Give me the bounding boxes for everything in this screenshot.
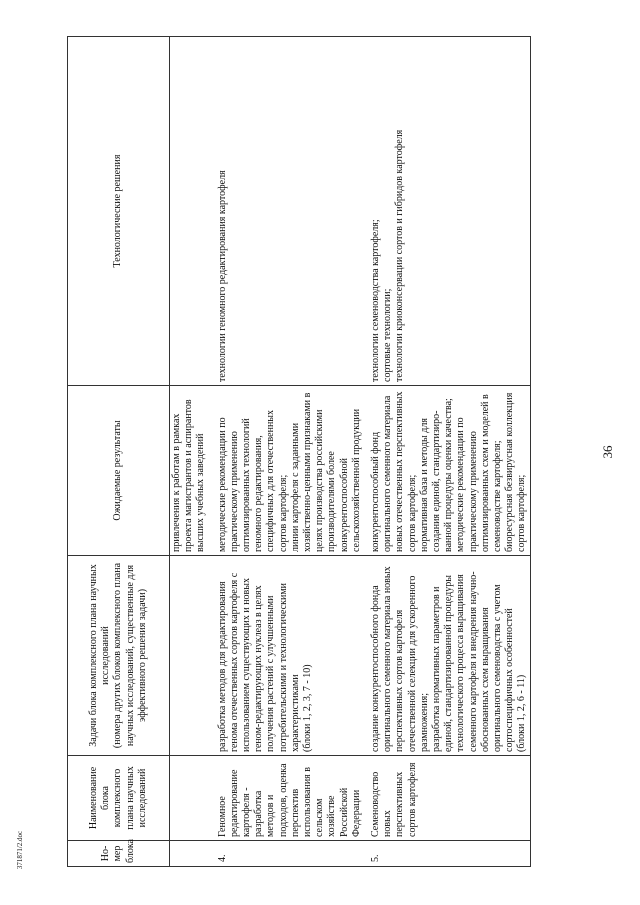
cont-results: привлечения к работам в рамках проекта магистрантов и аспирантов высших учебных заведений (170, 386, 211, 556)
header-expected-results: Ожидаемые результаты (68, 386, 170, 556)
header-block-name: Наименование блока комплексного плана научных исследований (68, 756, 170, 841)
row-solutions: технологии семеноводства картофеля; сортовые технологии; технологии криоконсервации сортов и гибридов картофеля (364, 37, 530, 386)
row-block-name: Геномное редактирование картофеля - разработка методов и подходов, оценка перспектив использования в сельском хозяйстве Российской Федерации (211, 756, 364, 841)
table-header-row (68, 37, 170, 867)
cont-tasks (170, 556, 211, 756)
research-plan-table (67, 36, 531, 867)
row-results: методические рекомендации по практическому применению оптимизированных технологий геномного редактирования, специфичных для отечественных сортов картофеля; линии картофеля с заданными хозяйственно-ценными признаками в целях производства российскими производителями более конкурентоспособной сельскохозяйственной продукции (211, 386, 364, 556)
row-tasks: создание конкурентоспособного фонда оригинального семенного материала новых перспективных сортов картофеля отечественной селекции для ускоренного размножения; разработка нормативных параметров и единой, стандартизированной процедуры технологического процесса выращивания семенного картофеля и внедрения научно-обоснованных схем выращивания оригинального семеноводства с учетом сортоспецифичных особенностей (блоки 1, 2, 6 - 11) (364, 556, 530, 756)
row-tasks: разработка методов для редактирования генома отечественных сортов картофеля с использованием существующих и новых геном-редактирующих нуклеаз в целях получения растений с улучшенными потребительскими и технологическими характеристиками (блоки 1, 2, 3, 7 - 10) (211, 556, 364, 756)
row-number: 4. (211, 841, 364, 867)
page-number: 36 (600, 445, 615, 459)
row-number: 5. (364, 841, 530, 867)
header-block-tasks: Задачи блока комплексного плана научных исследований (номера других блоков комплексного плана научных исследований, существенные для эффективного решения задачи) (68, 556, 170, 756)
document-footer: 371871/2.doc (16, 830, 24, 870)
cont-number (170, 841, 211, 867)
cont-solutions (170, 37, 211, 386)
header-tech-solutions: Технологические решения (68, 37, 170, 386)
row-block-name: Семеноводство новых перспективных сортов картофеля (364, 756, 530, 841)
header-block-number: Но- мер блока (68, 841, 170, 867)
row-solutions: технологии геномного редактирования картофеля (211, 37, 364, 386)
rotated-table-container (67, 37, 607, 867)
cont-name (170, 756, 211, 841)
table-row (364, 37, 530, 867)
row-results: конкурентоспособный фонд оригинального семенного материала новых отечественных перспективных сортов картофеля; нормативная база и методы для создания единой, стандартизиро-ванной процедуры оценки качества; методические рекомендации по практическому применению оптимизированных схем и моделей в семеноводстве картофеля; биоресурсная безвирусная коллекция сортов картофеля; (364, 386, 530, 556)
table-row-continuation (170, 37, 211, 867)
table-row (211, 37, 364, 867)
